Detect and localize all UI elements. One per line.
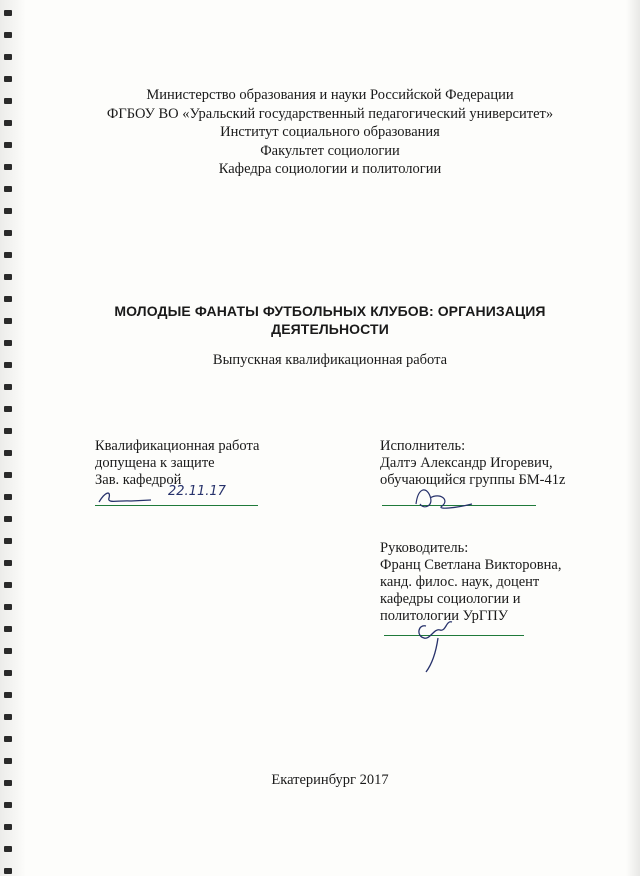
binding-hole	[4, 296, 12, 302]
institute-line: Институт социального образования	[220, 124, 440, 140]
ministry-line: Министерство образования и науки Российской Федерации	[146, 87, 514, 103]
binding-hole	[4, 538, 12, 544]
supervisor-block	[380, 540, 561, 625]
admission-line-3: Зав. кафедрой	[95, 472, 182, 488]
binding-hole	[4, 164, 12, 170]
author-signature	[410, 482, 480, 518]
admission-line-2: допущена к защите	[95, 455, 215, 471]
binding-hole	[4, 516, 12, 522]
handwritten-date: 22.11.17	[168, 484, 226, 499]
supervisor-label: Руководитель:	[380, 540, 469, 556]
supervisor-dept-2: политологии УрГПУ	[380, 608, 508, 624]
admission-line-1: Квалификационная работа	[95, 438, 260, 454]
binding-hole	[4, 318, 12, 324]
binding-hole	[4, 450, 12, 456]
binding-hole	[4, 494, 12, 500]
title-line-1: МОЛОДЫЕ ФАНАТЫ ФУТБОЛЬНЫХ КЛУБОВ: ОРГАНИЗАЦИЯ	[114, 303, 546, 319]
binding-hole	[4, 186, 12, 192]
binding-hole	[4, 648, 12, 654]
binding-hole	[4, 472, 12, 478]
work-type: Выпускная квалификационная работа	[212, 352, 448, 368]
binding-hole	[4, 692, 12, 698]
department-line: Кафедра социологии и политологии	[218, 161, 442, 177]
binding-hole	[4, 142, 12, 148]
binding-hole	[4, 10, 12, 16]
binding-hole	[4, 824, 12, 830]
page-binding-edge	[0, 0, 26, 876]
binding-hole	[4, 54, 12, 60]
faculty-line: Факультет социологии	[260, 142, 400, 159]
binding-hole	[4, 670, 12, 676]
binding-hole	[4, 802, 12, 808]
binding-hole	[4, 362, 12, 368]
head-signature	[95, 488, 155, 508]
binding-hole	[4, 560, 12, 566]
binding-hole	[4, 428, 12, 434]
thesis-title	[30, 302, 630, 338]
supervisor-dept-1: кафедры социологии и	[380, 591, 521, 607]
binding-hole	[4, 274, 12, 280]
institution-header	[30, 86, 630, 179]
binding-hole	[4, 252, 12, 258]
binding-hole	[4, 98, 12, 104]
binding-hole	[4, 208, 12, 214]
binding-hole	[4, 846, 12, 852]
binding-hole	[4, 406, 12, 412]
binding-hole	[4, 340, 12, 346]
binding-hole	[4, 604, 12, 610]
university-line: ФГБОУ ВО «Уральский государственный педагогический университет»	[106, 105, 554, 122]
title-line-2: ДЕЯТЕЛЬНОСТИ	[271, 321, 389, 337]
supervisor-signature	[412, 612, 464, 676]
binding-hole	[4, 868, 12, 874]
binding-hole	[4, 714, 12, 720]
binding-hole	[4, 76, 12, 82]
supervisor-degree: канд. филос. наук, доцент	[380, 574, 540, 590]
author-group: обучающийся группы БМ-41z	[380, 472, 566, 488]
binding-hole	[4, 384, 12, 390]
author-name: Далтэ Александр Игоревич,	[380, 455, 553, 471]
supervisor-name: Франц Светлана Викторовна,	[380, 557, 562, 573]
binding-hole	[4, 736, 12, 742]
binding-hole	[4, 230, 12, 236]
admission-block	[95, 438, 259, 489]
binding-hole	[4, 582, 12, 588]
binding-hole	[4, 780, 12, 786]
binding-hole	[4, 626, 12, 632]
binding-hole	[4, 758, 12, 764]
city-year: Екатеринбург 2017	[271, 772, 389, 788]
binding-hole	[4, 32, 12, 38]
binding-hole	[4, 120, 12, 126]
author-label: Исполнитель:	[380, 438, 466, 454]
